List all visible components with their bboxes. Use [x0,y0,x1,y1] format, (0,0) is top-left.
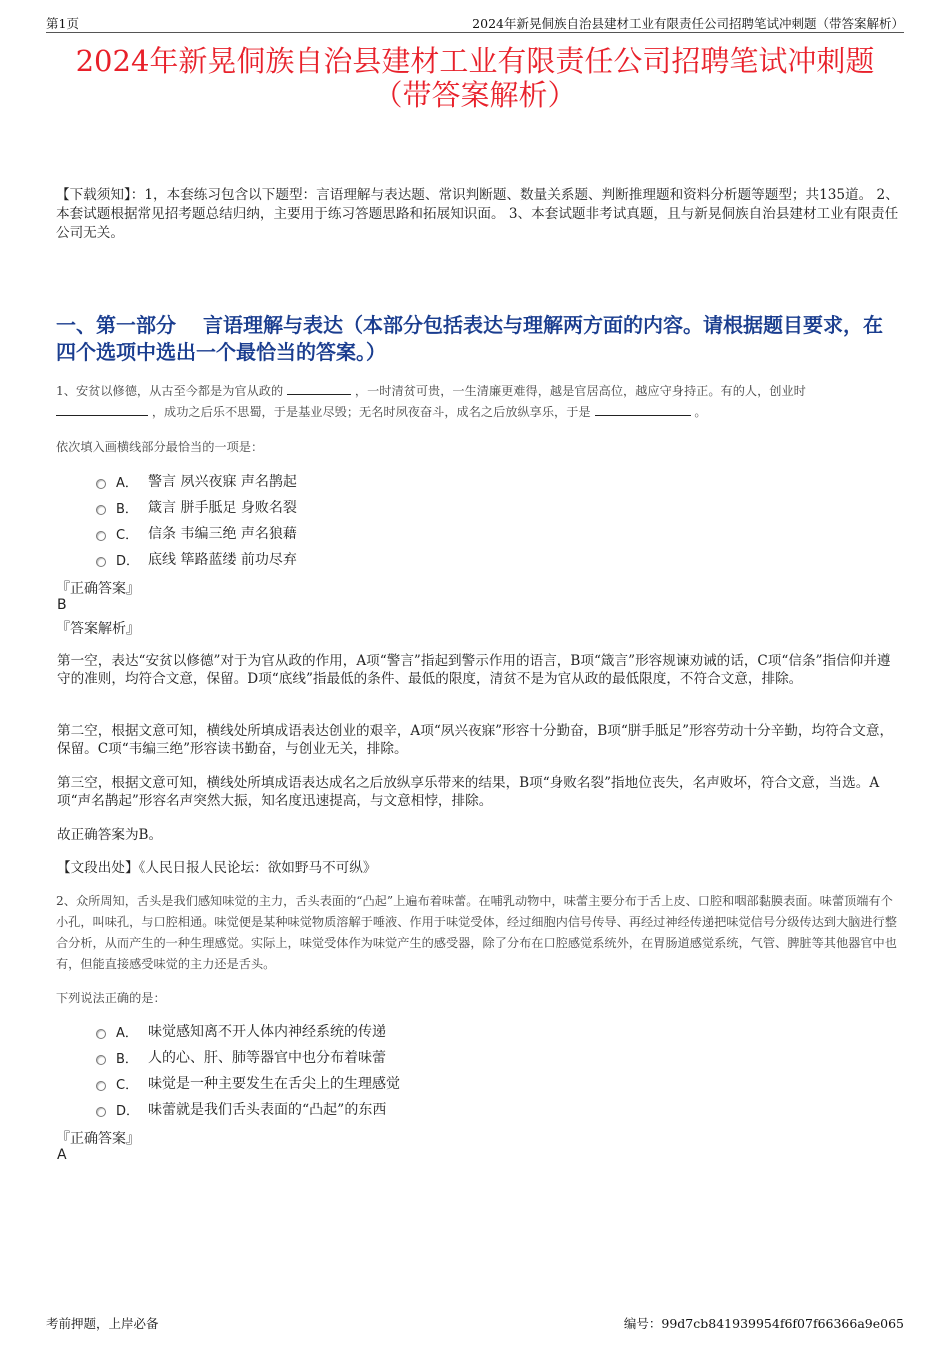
radio-icon[interactable] [96,1081,106,1091]
radio-icon[interactable] [96,1029,106,1039]
option-b[interactable]: B． 箴言 胼手胝足 身败名裂 [96,494,297,520]
radio-icon[interactable] [96,1107,106,1117]
option-b[interactable]: B． 人的心、肝、肺等器官中也分布着味蕾 [96,1044,400,1070]
fill-blank [56,404,148,416]
document-id: 编号：99d7cb841939954f6f07f66366a9e065 [623,1316,904,1331]
correct-answer: A [57,1147,67,1163]
option-a[interactable]: A． 味觉感知离不开人体内神经系统的传递 [96,1018,400,1044]
answer-label: 『正确答案』 [56,581,140,597]
download-notice: 【下载须知】：1，本套练习包含以下题型：言语理解与表达题、常识判断题、数量关系题、判断推理题和资料分析题等题型；共135道。 2、本套试题根据常见招考题总结归纳，主要用于练习答题思路和拓展知识面。 3、本套试题非考试真题，且与新晃侗族自治县建材工业有限责任公司无关。 [56,187,899,241]
page-number: 第1页 [46,16,79,31]
fill-blank [595,404,691,416]
footer-slogan: 考前押题，上岸必备 [46,1316,159,1331]
question-2-stem: 2、众所周知，舌头是我们感知味觉的主力，舌头表面的“凸起”上遍布着味蕾。在哺乳动物中，味蕾主要分布于舌上皮、口腔和咽部黏膜表面。味蕾顶端有个小孔，叫味孔，与口腔相通。味觉便是某种味觉物质溶解于唾液、作用于味觉受体，经过细胞内信号传导、再经过神经传递把味觉信号分级传达到大脑进行整合分析，从而产生的一种生理感觉。实际上，味觉受体作为味觉产生的感受器，除了分布在口腔感觉系统外，在胃肠道感觉系统，气管、脾脏等其他器官中也有，但能直接感受味觉的主力还是舌头。 [56,894,897,971]
analysis-paragraph: 第一空，表达“安贫以修德”对于为官从政的作用，A项“警言”指起到警示作用的语言，B项“箴言”形容规谏劝诫的话，C项“信条”指信仰并遵守的准则，均符合文意，保留。D项“底线”指最低的条件、最低的限度，清贫不是为官从政的最低限度，不符合文意，排除。 [57,653,891,687]
radio-icon[interactable] [96,1055,106,1065]
title-line-2: （带答案解析） [373,78,577,112]
answer-label: 『正确答案』 [56,1131,140,1147]
radio-icon[interactable] [96,479,106,489]
question-2-prompt: 下列说法正确的是： [56,991,166,1005]
section-heading: 一、第一部分 言语理解与表达（本部分包括表达与理解两方面的内容。请根据题目要求，在四个选项中选出一个最恰当的答案。） [56,313,883,364]
running-title: 2024年新晃侗族自治县建材工业有限责任公司招聘笔试冲刺题（带答案解析） [472,16,904,31]
analysis-paragraph: 第二空，根据文意可知，横线处所填成语表达创业的艰辛，A项“夙兴夜寐”形容十分勤奋，B项“胼手胝足”形容劳动十分辛勤，均符合文意，保留。C项“韦编三绝”形容读书勤奋，与创业无关，排除。 [57,723,894,757]
radio-icon[interactable] [96,531,106,541]
radio-icon[interactable] [96,557,106,567]
question-1-prompt: 依次填入画横线部分最恰当的一项是： [56,440,264,454]
title-line-1: 2024年新晃侗族自治县建材工业有限责任公司招聘笔试冲刺题 [75,44,875,78]
question-1-options [96,468,297,572]
source-citation: 【文段出处】《人民日报人民论坛：欲如野马不可纵》 [57,860,377,876]
option-d[interactable]: D． 底线 筚路蓝缕 前功尽弃 [96,546,297,572]
radio-icon[interactable] [96,505,106,515]
option-c[interactable]: C． 味觉是一种主要发生在舌尖上的生理感觉 [96,1070,400,1096]
document-title [30,44,920,112]
option-d[interactable]: D． 味蕾就是我们舌头表面的“凸起”的东西 [96,1096,400,1122]
running-header [46,12,904,33]
fill-blank [287,383,351,395]
option-c[interactable]: C． 信条 韦编三绝 声名狼藉 [96,520,297,546]
analysis-paragraph: 第三空，根据文意可知，横线处所填成语表达成名之后放纵享乐带来的结果，B项“身败名裂”指地位丧失，名声败坏，符合文意，当选。A项“声名鹊起”形容名声突然大振，知名度迅速提高，与文意相悖，排除。 [57,775,880,809]
correct-answer: B [57,597,67,613]
question-1-stem: 1、安贫以修德，从古至今都是为官从政的 ，一时清贫可贵，一生清廉更难得，越是官居高位，越应守身持正。有的人，创业时 ，成功之后乐不思蜀，于是基业尽毁；无名时夙夜奋斗，成名之后放纵享乐，于是 。 [56,384,806,419]
option-a[interactable]: A． 警言 夙兴夜寐 声名鹊起 [96,468,297,494]
question-2-options [96,1018,400,1122]
analysis-conclusion: 故正确答案为B。 [57,827,163,843]
analysis-label: 『答案解析』 [56,621,140,637]
